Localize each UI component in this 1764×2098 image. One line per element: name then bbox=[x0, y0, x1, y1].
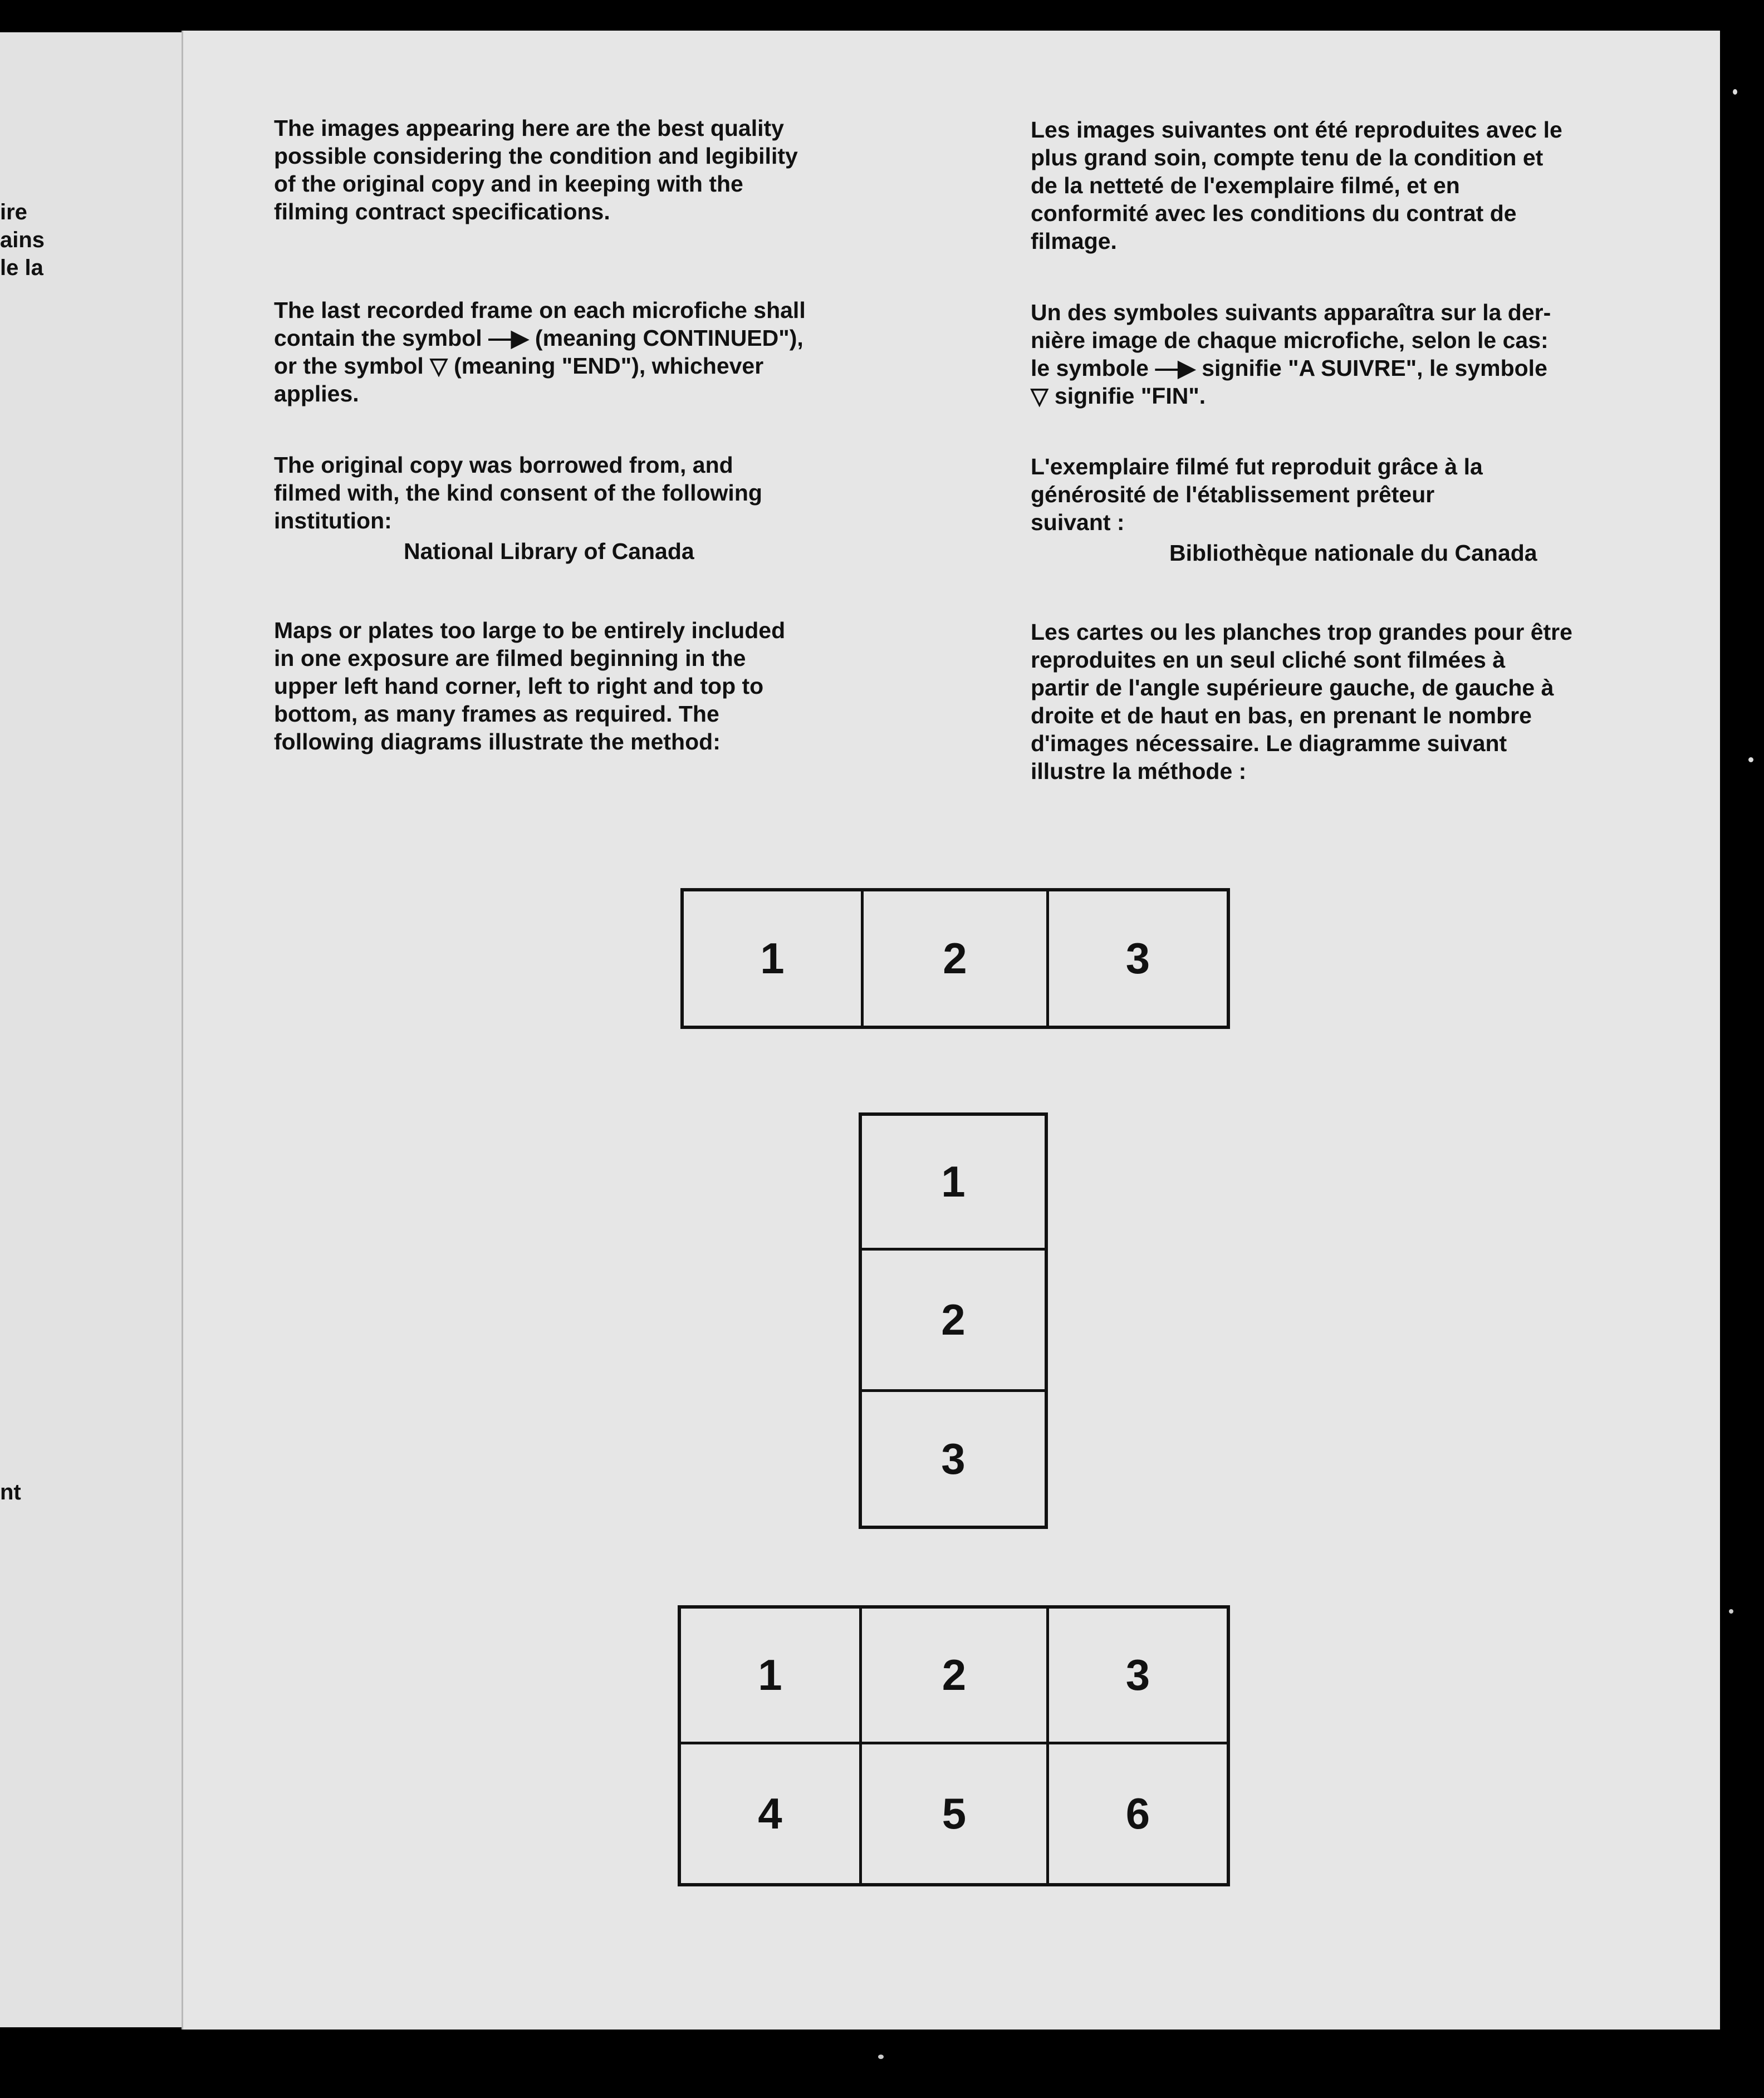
frame-cell: 3 bbox=[1049, 1609, 1227, 1744]
frame-cell: 2 bbox=[862, 1251, 1045, 1392]
french-quality-paragraph: Les images suivantes ont été reproduites avec le plus grand soin, compte tenu de la condition et de la netteté de l'exemplaire filmé, et en conformité avec les conditions du contrat de filmage. bbox=[1031, 117, 1562, 254]
film-speck bbox=[1733, 89, 1737, 95]
frame-cell: 5 bbox=[862, 1744, 1049, 1883]
frame-cell: 1 bbox=[684, 891, 864, 1026]
frame-cell: 2 bbox=[862, 1609, 1049, 1744]
film-speck bbox=[1748, 757, 1753, 762]
film-speck bbox=[878, 2055, 884, 2059]
english-institution-paragraph: The original copy was borrowed from, and filmed with, the kind consent of the following institution: bbox=[274, 452, 762, 533]
previous-page-fragment: le la bbox=[0, 256, 43, 280]
english-quality-paragraph: The images appearing here are the best quality possible considering the condition and legibility of the original copy and in keeping with the filming contract specifications. bbox=[274, 115, 798, 224]
frame-cell: 2 bbox=[864, 891, 1049, 1026]
frame-cell: 1 bbox=[862, 1116, 1045, 1251]
frame-cell: 6 bbox=[1125, 1789, 1150, 1838]
film-speck bbox=[1729, 1609, 1733, 1614]
previous-page-fragment: ire bbox=[0, 200, 27, 224]
frame-cell: 3 bbox=[1125, 934, 1150, 983]
french-institution-paragraph: L'exemplaire filmé fut reproduit grâce à la générosité de l'établissement prêteur suivant : bbox=[1031, 454, 1483, 535]
french-symbol-paragraph: Un des symboles suivants apparaîtra sur la der- nière image de chaque microfiche, selon le cas: le symbole —▶ signifie "A SUIVRE", le symbole ▽ signifie "FIN". bbox=[1031, 300, 1551, 409]
frame-cell: 1 bbox=[681, 1609, 862, 1744]
vertical-frame-diagram bbox=[859, 1112, 1048, 1529]
previous-page-edge bbox=[0, 32, 182, 2027]
previous-page-fragment: nt bbox=[0, 1480, 21, 1504]
frame-cell: 4 bbox=[681, 1744, 862, 1883]
english-institution-name: National Library of Canada bbox=[404, 538, 694, 564]
previous-page-fragment: ains bbox=[0, 228, 45, 252]
english-symbol-paragraph: The last recorded frame on each microfiche shall contain the symbol —▶ (meaning CONTINUED"), or the symbol ▽ (meaning "END"), whichever applies. bbox=[274, 297, 806, 406]
grid-frame-diagram bbox=[678, 1605, 1230, 1886]
horizontal-frame-diagram bbox=[680, 888, 1230, 1029]
english-method-paragraph: Maps or plates too large to be entirely included in one exposure are filmed beginning in the upper left hand corner, left to right and top to bottom, as many frames as required. The following diagrams illustrate the method: bbox=[274, 617, 786, 754]
frame-cell: 3 bbox=[941, 1434, 966, 1483]
french-method-paragraph: Les cartes ou les planches trop grandes pour être reproduites en un seul cliché sont filmées à partir de l'angle supérieure gauche, de gauche à droite et de haut en bas, en prenant le nombre d'images nécessaire. Le diagramme suivant illustre la méthode : bbox=[1031, 619, 1572, 784]
french-institution-name: Bibliothèque nationale du Canada bbox=[1169, 540, 1537, 566]
